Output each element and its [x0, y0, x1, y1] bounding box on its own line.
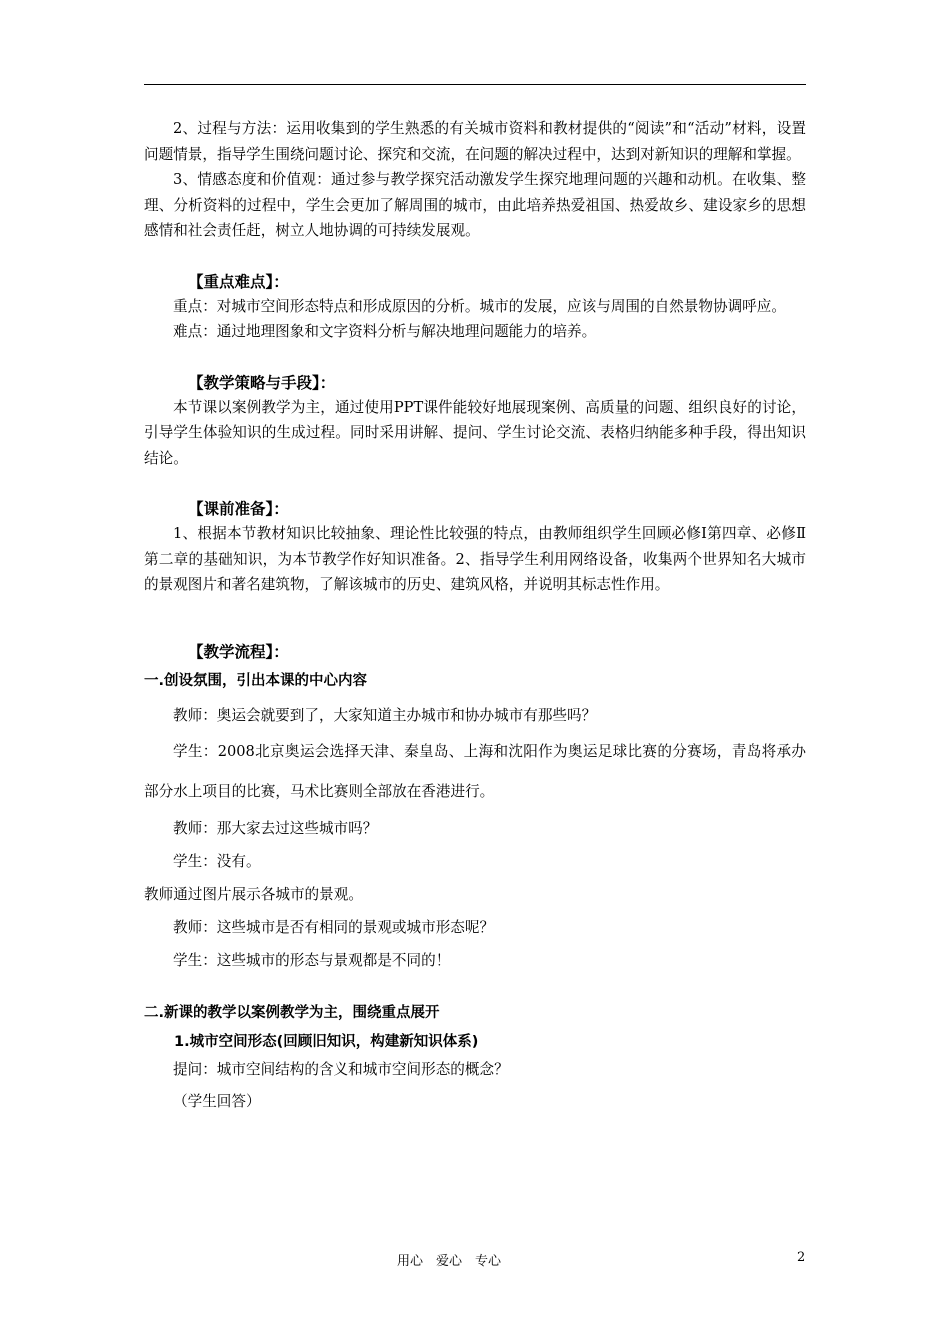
- question-text: 提问：城市空间结构的含义和城市空间形态的概念？: [173, 1060, 509, 1078]
- key-points-heading: 【重点难点】：: [188, 271, 289, 291]
- objective-process-method: 2、过程与方法：运用收集到的学生熟悉的有关城市资料和教材提供的“阅读”和“活动”材料，设置问题情景，指导学生围绕问题讨论、探究和交流，在问题的解决过程中，达到对新知识的理解和掌握。: [144, 120, 806, 163]
- strategy-heading: 【教学策略与手段】：: [188, 372, 336, 392]
- page-number: 2: [797, 1250, 806, 1265]
- dialog-student-1: 学生：2008北京奥运会选择天津、秦皇岛、上海和沈阳作为奥运足球比赛的分赛场，青岛将承办部分水上项目的比赛，马术比赛则全部放在香港进行。: [144, 742, 806, 800]
- key-point-focus: 重点：对城市空间形态特点和形成原因的分析。城市的发展，应该与周围的自然景物协调呼应。: [173, 297, 786, 315]
- key-point-difficulty: 难点：通过地理图象和文字资料分析与解决地理问题能力的培养。: [173, 323, 597, 340]
- footer-slogan: 用心 爱心 专心: [397, 1254, 502, 1269]
- section1-title: 一.创设氛围，引出本课的中心内容: [144, 672, 368, 689]
- dialog-teacher-2: 教师：那大家去过这些城市吗？: [173, 819, 378, 837]
- dialog-teacher-3: 教师：这些城市是否有相同的景观或城市形态呢？: [173, 918, 495, 936]
- dialog-teacher-1: 教师：奥运会就要到了，大家知道主办城市和协办城市有那些吗？: [173, 706, 597, 724]
- teacher-note: 教师通过图片展示各城市的景观。: [144, 885, 363, 903]
- dialog-student-2: 学生：没有。: [173, 852, 261, 870]
- strategy-text: 本节课以案例教学为主，通过使用PPT课件能较好地展现案例、高质量的问题、组织良好的讨论，引导学生体验知识的生成过程。同时采用讲解、提问、学生讨论交流、表格归纳能多种手段，得出知识结论。: [144, 398, 806, 467]
- objective-attitude-values: 3、情感态度和价值观：通过参与教学探究活动激发学生探究地理问题的兴趣和动机。在收集、整理、分析资料的过程中，学生会更加了解周围的城市，由此培养热爱祖国、热爱故乡、建设家乡的思想感情和社会责任赶，树立人地协调的可持续发展观。: [144, 171, 806, 239]
- dialog-student-3: 学生：这些城市的形态与景观都是不同的！: [173, 951, 451, 969]
- document-body: [144, 116, 806, 1118]
- answer-text: （学生回答）: [173, 1092, 261, 1110]
- section2-sub1-title: 1.城市空间形态(回顾旧知识，构建新知识体系): [174, 1033, 479, 1050]
- header-rule: [144, 84, 806, 85]
- prep-heading: 【课前准备】：: [188, 499, 289, 518]
- section2-title: 二.新课的教学以案例教学为主，围绕重点展开: [144, 1004, 440, 1021]
- prep-text: 1、根据本节教材知识比较抽象、理论性比较强的特点，由教师组织学生回顾必修Ⅰ第四章、必修Ⅱ第二章的基础知识，为本节教学作好知识准备。2、指导学生利用网络设备，收集两个世界知名大城市的景观图片和著名建筑物，了解该城市的历史、建筑风格，并说明其标志性作用。: [144, 525, 806, 593]
- flow-heading: 【教学流程】：: [188, 641, 289, 661]
